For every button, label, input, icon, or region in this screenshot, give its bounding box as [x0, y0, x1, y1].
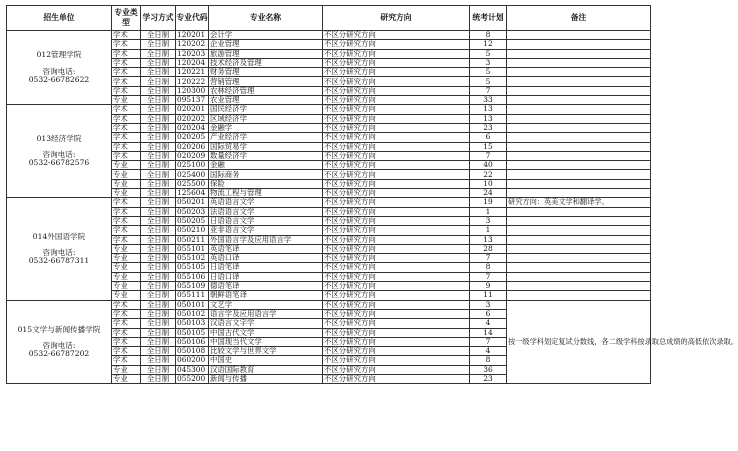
major-cell: 德语笔译 [209, 282, 323, 291]
note-cell-empty [507, 68, 651, 77]
code-cell: 020209 [176, 151, 209, 160]
code-cell: 055111 [176, 291, 209, 300]
code-cell: 025400 [176, 170, 209, 179]
major-cell: 中国古代文学 [209, 328, 323, 337]
unit-phone: 0532-66782622 [28, 74, 90, 84]
note-cell-empty [507, 254, 651, 263]
major-cell: 金融学 [209, 123, 323, 132]
code-cell: 050106 [176, 337, 209, 346]
direction-cell: 不区分研究方向 [323, 282, 470, 291]
mode-cell: 全日制 [141, 328, 176, 337]
direction-cell: 不区分研究方向 [323, 309, 470, 318]
mode-cell: 全日制 [141, 133, 176, 142]
type-cell: 专业 [112, 244, 141, 253]
header-note: 备注 [507, 6, 651, 31]
unit-phone: 0532-66782576 [28, 158, 90, 168]
type-cell: 学术 [112, 142, 141, 151]
type-cell: 学术 [112, 151, 141, 160]
code-cell: 050101 [176, 300, 209, 309]
code-cell: 055106 [176, 272, 209, 281]
major-cell: 企业管理 [209, 40, 323, 49]
plan-cell: 22 [470, 170, 507, 179]
type-cell: 专业 [112, 170, 141, 179]
type-cell: 学术 [112, 226, 141, 235]
code-cell: 020202 [176, 114, 209, 123]
unit-phone-label: 咨询电话: [42, 247, 76, 257]
note-cell-empty [507, 58, 651, 67]
mode-cell: 全日制 [141, 96, 176, 105]
plan-cell: 8 [470, 31, 507, 40]
mode-cell: 全日制 [141, 105, 176, 114]
major-cell: 新闻与传播 [209, 374, 323, 383]
mode-cell: 全日制 [141, 300, 176, 309]
direction-cell: 不区分研究方向 [323, 374, 470, 383]
code-cell: 045300 [176, 365, 209, 374]
mode-cell: 全日制 [141, 31, 176, 40]
direction-cell: 不区分研究方向 [323, 105, 470, 114]
code-cell: 050103 [176, 319, 209, 328]
mode-cell: 全日制 [141, 235, 176, 244]
mode-cell: 全日制 [141, 198, 176, 207]
table-row [7, 105, 651, 114]
plan-cell: 9 [470, 282, 507, 291]
table-row [7, 198, 651, 207]
plan-cell: 33 [470, 96, 507, 105]
header-mode: 学习方式 [141, 6, 176, 31]
mode-cell: 全日制 [141, 226, 176, 235]
major-cell: 物流工程与管理 [209, 189, 323, 198]
mode-cell: 全日制 [141, 365, 176, 374]
type-cell: 学术 [112, 77, 141, 86]
unit-cell [7, 300, 112, 384]
plan-cell: 15 [470, 142, 507, 151]
note-cell-empty [507, 96, 651, 105]
major-cell: 区域经济学 [209, 114, 323, 123]
code-cell: 050211 [176, 235, 209, 244]
code-cell: 020206 [176, 142, 209, 151]
note-cell: 按一级学科划定复试分数线，各二级学科按录取总成绩的高低依次录取。 [507, 300, 651, 384]
direction-cell: 不区分研究方向 [323, 77, 470, 86]
admissions-plan-table [6, 5, 738, 384]
major-cell: 农业管理 [209, 96, 323, 105]
major-cell: 数量经济学 [209, 151, 323, 160]
direction-cell: 不区分研究方向 [323, 291, 470, 300]
code-cell: 055105 [176, 263, 209, 272]
major-cell: 日语语言文学 [209, 216, 323, 225]
code-cell: 050210 [176, 226, 209, 235]
direction-cell: 不区分研究方向 [323, 96, 470, 105]
plan-cell: 3 [470, 58, 507, 67]
major-cell: 外国语言学及应用语言学 [209, 235, 323, 244]
direction-cell: 不区分研究方向 [323, 114, 470, 123]
direction-cell: 不区分研究方向 [323, 40, 470, 49]
plan-cell: 6 [470, 133, 507, 142]
direction-cell: 不区分研究方向 [323, 226, 470, 235]
mode-cell: 全日制 [141, 347, 176, 356]
code-cell: 050205 [176, 216, 209, 225]
unit-name: 013经济学院 [36, 134, 82, 144]
note-cell-empty [507, 31, 651, 40]
direction-cell: 不区分研究方向 [323, 337, 470, 346]
mode-cell: 全日制 [141, 58, 176, 67]
type-cell: 学术 [112, 300, 141, 309]
mode-cell: 全日制 [141, 374, 176, 383]
code-cell: 120202 [176, 40, 209, 49]
mode-cell: 全日制 [141, 291, 176, 300]
note-cell-empty [507, 133, 651, 142]
major-cell: 语言学及应用语言学 [209, 309, 323, 318]
type-cell: 学术 [112, 133, 141, 142]
mode-cell: 全日制 [141, 179, 176, 188]
note-cell-empty [507, 207, 651, 216]
major-cell: 文艺学 [209, 300, 323, 309]
major-cell: 英语口译 [209, 254, 323, 263]
direction-cell: 不区分研究方向 [323, 142, 470, 151]
code-cell: 120203 [176, 49, 209, 58]
direction-cell: 不区分研究方向 [323, 170, 470, 179]
plan-cell: 5 [470, 77, 507, 86]
plan-cell: 19 [470, 198, 507, 207]
type-cell: 学术 [112, 68, 141, 77]
major-cell: 汉语言文字学 [209, 319, 323, 328]
direction-cell: 不区分研究方向 [323, 365, 470, 374]
plan-cell: 28 [470, 244, 507, 253]
type-cell: 专业 [112, 291, 141, 300]
code-cell: 050108 [176, 347, 209, 356]
major-cell: 汉语国际教育 [209, 365, 323, 374]
table-body [7, 30, 738, 384]
mode-cell: 全日制 [141, 86, 176, 95]
mode-cell: 全日制 [141, 356, 176, 365]
code-cell: 060200 [176, 356, 209, 365]
table-row [7, 300, 651, 309]
unit-cell [7, 31, 112, 105]
mode-cell: 全日制 [141, 272, 176, 281]
note-cell-empty [507, 272, 651, 281]
mode-cell: 全日制 [141, 189, 176, 198]
plan-cell: 13 [470, 105, 507, 114]
mode-cell: 全日制 [141, 309, 176, 318]
direction-cell: 不区分研究方向 [323, 216, 470, 225]
major-cell: 会计学 [209, 31, 323, 40]
type-cell: 专业 [112, 374, 141, 383]
note-cell-empty [507, 77, 651, 86]
mode-cell: 全日制 [141, 77, 176, 86]
plan-cell: 23 [470, 374, 507, 383]
type-cell: 学术 [112, 216, 141, 225]
major-cell: 亚非语言文学 [209, 226, 323, 235]
plan-cell: 13 [470, 114, 507, 123]
direction-cell: 不区分研究方向 [323, 86, 470, 95]
code-cell: 020201 [176, 105, 209, 114]
plan-cell: 40 [470, 161, 507, 170]
header-direction: 研究方向 [323, 6, 470, 31]
type-cell: 专业 [112, 96, 141, 105]
mode-cell: 全日制 [141, 319, 176, 328]
plan-cell: 3 [470, 300, 507, 309]
header-unit: 招生单位 [7, 6, 112, 31]
mode-cell: 全日制 [141, 123, 176, 132]
major-cell: 国际商务 [209, 170, 323, 179]
type-cell: 专业 [112, 254, 141, 263]
mode-cell: 全日制 [141, 114, 176, 123]
plan-cell: 7 [470, 151, 507, 160]
type-cell: 专业 [112, 189, 141, 198]
type-cell: 学术 [112, 309, 141, 318]
code-cell: 050105 [176, 328, 209, 337]
mode-cell: 全日制 [141, 161, 176, 170]
note-cell-empty [507, 216, 651, 225]
note-cell-empty [507, 86, 651, 95]
major-cell: 营销管理 [209, 77, 323, 86]
plan-cell: 6 [470, 309, 507, 318]
code-cell: 050102 [176, 309, 209, 318]
unit-phone-label: 咨询电话: [42, 340, 76, 350]
plan-cell: 7 [470, 254, 507, 263]
note-cell-empty [507, 170, 651, 179]
major-cell: 中国现当代文学 [209, 337, 323, 346]
major-cell: 农林经济管理 [209, 86, 323, 95]
plan-cell: 36 [470, 365, 507, 374]
plan-cell: 13 [470, 235, 507, 244]
mode-cell: 全日制 [141, 282, 176, 291]
major-cell: 朝鲜语笔译 [209, 291, 323, 300]
type-cell: 学术 [112, 207, 141, 216]
plan-cell: 8 [470, 356, 507, 365]
major-cell: 英语语言文学 [209, 198, 323, 207]
major-cell: 旅游管理 [209, 49, 323, 58]
plan-cell: 7 [470, 337, 507, 346]
major-cell: 金融 [209, 161, 323, 170]
unit-name: 014外国语学院 [32, 231, 86, 241]
code-cell: 050203 [176, 207, 209, 216]
code-cell: 020205 [176, 133, 209, 142]
code-cell: 050201 [176, 198, 209, 207]
major-cell: 财务管理 [209, 68, 323, 77]
note-cell: 研究方向：英美文学和翻译学。 [507, 198, 651, 207]
mode-cell: 全日制 [141, 142, 176, 151]
mode-cell: 全日制 [141, 244, 176, 253]
major-cell: 法语语言文学 [209, 207, 323, 216]
type-cell: 学术 [112, 235, 141, 244]
code-cell: 020204 [176, 123, 209, 132]
plan-cell: 10 [470, 179, 507, 188]
direction-cell: 不区分研究方向 [323, 235, 470, 244]
plan-cell: 7 [470, 272, 507, 281]
direction-cell: 不区分研究方向 [323, 123, 470, 132]
direction-cell: 不区分研究方向 [323, 328, 470, 337]
type-cell: 专业 [112, 272, 141, 281]
direction-cell: 不区分研究方向 [323, 189, 470, 198]
note-cell-empty [507, 244, 651, 253]
direction-cell: 不区分研究方向 [323, 207, 470, 216]
major-cell: 国民经济学 [209, 105, 323, 114]
code-cell: 055200 [176, 374, 209, 383]
mode-cell: 全日制 [141, 170, 176, 179]
note-cell-empty [507, 263, 651, 272]
note-cell-empty [507, 179, 651, 188]
mode-cell: 全日制 [141, 68, 176, 77]
unit-cell [7, 198, 112, 300]
direction-cell: 不区分研究方向 [323, 254, 470, 263]
plan-cell: 11 [470, 291, 507, 300]
code-cell: 120201 [176, 31, 209, 40]
direction-cell: 不区分研究方向 [323, 151, 470, 160]
major-cell: 日语笔译 [209, 263, 323, 272]
direction-cell: 不区分研究方向 [323, 68, 470, 77]
header-major: 专业名称 [209, 6, 323, 31]
plan-cell: 24 [470, 189, 507, 198]
type-cell: 学术 [112, 114, 141, 123]
code-cell: 125604 [176, 189, 209, 198]
note-cell-empty [507, 235, 651, 244]
type-cell: 专业 [112, 263, 141, 272]
type-cell: 学术 [112, 328, 141, 337]
plan-cell: 3 [470, 216, 507, 225]
mode-cell: 全日制 [141, 263, 176, 272]
note-cell-empty [507, 105, 651, 114]
plan-cell: 23 [470, 123, 507, 132]
type-cell: 学术 [112, 105, 141, 114]
code-cell: 025100 [176, 161, 209, 170]
code-cell: 120204 [176, 58, 209, 67]
code-cell: 120300 [176, 86, 209, 95]
direction-cell: 不区分研究方向 [323, 133, 470, 142]
direction-cell: 不区分研究方向 [323, 58, 470, 67]
direction-cell: 不区分研究方向 [323, 272, 470, 281]
direction-cell: 不区分研究方向 [323, 244, 470, 253]
type-cell: 学术 [112, 40, 141, 49]
major-cell: 国际贸易学 [209, 142, 323, 151]
type-cell: 学术 [112, 337, 141, 346]
type-cell: 学术 [112, 31, 141, 40]
admissions-table-container [6, 5, 738, 384]
note-cell-empty [507, 291, 651, 300]
plan-cell: 7 [470, 86, 507, 95]
code-cell: 120221 [176, 68, 209, 77]
unit-name: 015文学与新闻传播学院 [17, 324, 101, 334]
type-cell: 专业 [112, 365, 141, 374]
note-cell-empty [507, 151, 651, 160]
note-cell-empty [507, 142, 651, 151]
type-cell: 学术 [112, 319, 141, 328]
plan-cell: 4 [470, 347, 507, 356]
direction-cell: 不区分研究方向 [323, 319, 470, 328]
major-cell: 日语口译 [209, 272, 323, 281]
mode-cell: 全日制 [141, 151, 176, 160]
plan-cell: 5 [470, 49, 507, 58]
type-cell: 专业 [112, 179, 141, 188]
note-cell-empty [507, 114, 651, 123]
direction-cell: 不区分研究方向 [323, 263, 470, 272]
plan-cell: 1 [470, 226, 507, 235]
major-cell: 英语笔译 [209, 244, 323, 253]
table-header-row [7, 6, 651, 31]
plan-cell: 4 [470, 319, 507, 328]
mode-cell: 全日制 [141, 49, 176, 58]
direction-cell: 不区分研究方向 [323, 356, 470, 365]
note-cell-empty [507, 49, 651, 58]
unit-phone-label: 咨询电话: [42, 66, 76, 76]
unit-phone: 0532-66787311 [28, 256, 90, 266]
plan-cell: 12 [470, 40, 507, 49]
note-cell-empty [507, 123, 651, 132]
type-cell: 学术 [112, 347, 141, 356]
direction-cell: 不区分研究方向 [323, 31, 470, 40]
mode-cell: 全日制 [141, 254, 176, 263]
mode-cell: 全日制 [141, 207, 176, 216]
mode-cell: 全日制 [141, 40, 176, 49]
type-cell: 专业 [112, 282, 141, 291]
major-cell: 保险 [209, 179, 323, 188]
type-cell: 学术 [112, 198, 141, 207]
plan-cell: 8 [470, 263, 507, 272]
direction-cell: 不区分研究方向 [323, 347, 470, 356]
code-cell: 055101 [176, 244, 209, 253]
header-plan: 统考计划 [470, 6, 507, 31]
unit-cell [7, 105, 112, 198]
note-cell-empty [507, 40, 651, 49]
direction-cell: 不区分研究方向 [323, 161, 470, 170]
note-cell-empty [507, 226, 651, 235]
major-cell: 中国史 [209, 356, 323, 365]
direction-cell: 不区分研究方向 [323, 300, 470, 309]
direction-cell: 不区分研究方向 [323, 179, 470, 188]
mode-cell: 全日制 [141, 216, 176, 225]
code-cell: 025500 [176, 179, 209, 188]
unit-name: 012管理学院 [36, 50, 82, 60]
unit-phone: 0532-66787202 [28, 349, 90, 359]
code-cell: 055109 [176, 282, 209, 291]
type-cell: 学术 [112, 86, 141, 95]
note-cell-empty [507, 161, 651, 170]
note-cell-empty [507, 282, 651, 291]
type-cell: 学术 [112, 123, 141, 132]
direction-cell: 不区分研究方向 [323, 198, 470, 207]
major-cell: 比较文学与世界文学 [209, 347, 323, 356]
major-cell: 产业经济学 [209, 133, 323, 142]
plan-cell: 5 [470, 68, 507, 77]
plan-cell: 1 [470, 207, 507, 216]
type-cell: 学术 [112, 49, 141, 58]
type-cell: 专业 [112, 161, 141, 170]
code-cell: 120222 [176, 77, 209, 86]
mode-cell: 全日制 [141, 337, 176, 346]
header-type: 专业类型 [112, 6, 141, 31]
unit-phone-label: 咨询电话: [42, 150, 76, 160]
major-cell: 技术经济及管理 [209, 58, 323, 67]
type-cell: 学术 [112, 58, 141, 67]
type-cell: 学术 [112, 356, 141, 365]
plan-cell: 14 [470, 328, 507, 337]
code-cell: 095137 [176, 96, 209, 105]
code-cell: 055102 [176, 254, 209, 263]
header-code: 专业代码 [176, 6, 209, 31]
direction-cell: 不区分研究方向 [323, 49, 470, 58]
